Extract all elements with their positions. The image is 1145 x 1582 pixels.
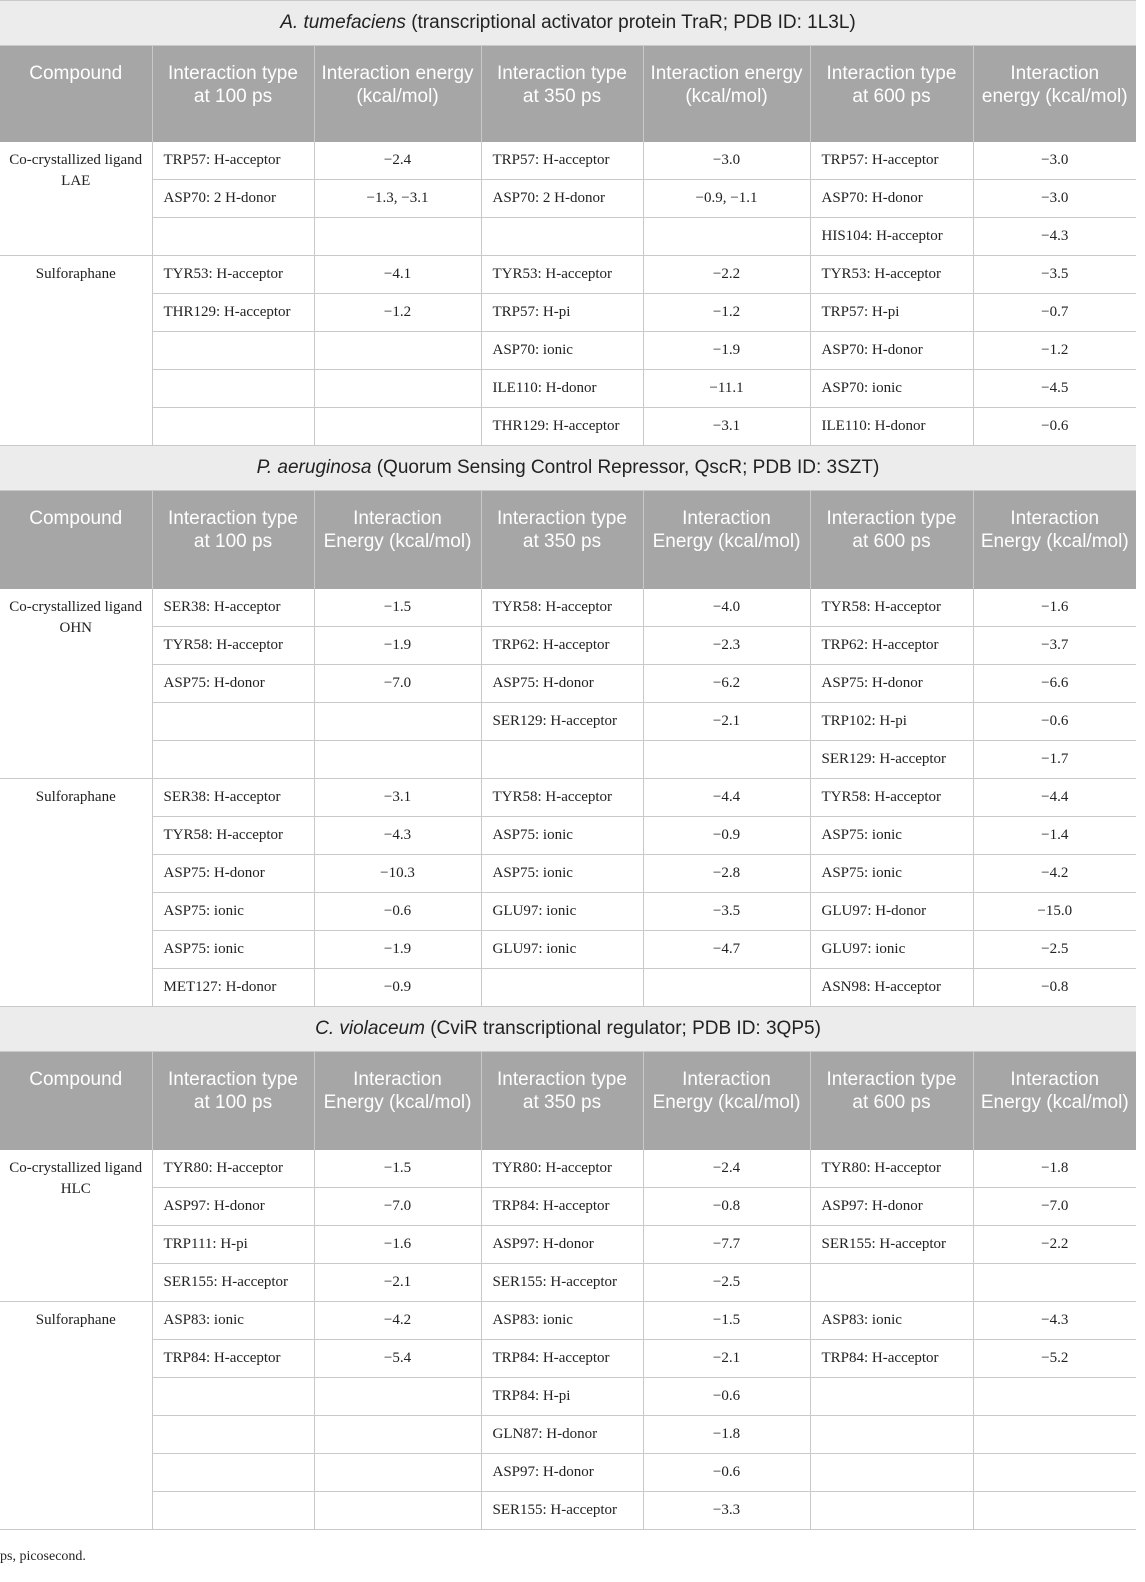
interaction-energy: −2.2 xyxy=(643,256,810,294)
column-header: Interaction Energy (kcal/mol) xyxy=(643,1052,810,1151)
interaction-type: SER129: H-acceptor xyxy=(810,741,973,779)
interaction-energy: −0.9 xyxy=(314,969,481,1007)
table-row xyxy=(0,294,1136,332)
interaction-type xyxy=(810,1378,973,1416)
interaction-type: SER129: H-acceptor xyxy=(481,703,643,741)
interaction-type: ASP70: H-donor xyxy=(810,180,973,218)
interaction-type: ASP75: H-donor xyxy=(152,855,314,893)
interaction-type: GLU97: H-donor xyxy=(810,893,973,931)
column-header: Interaction Energy (kcal/mol) xyxy=(314,1052,481,1151)
interaction-energy xyxy=(314,408,481,446)
table-row xyxy=(0,332,1136,370)
interaction-type: ASP75: ionic xyxy=(810,855,973,893)
section-title-row xyxy=(0,1007,1136,1052)
section-title xyxy=(0,1007,1136,1052)
interaction-energy xyxy=(314,741,481,779)
interaction-type: TYR58: H-acceptor xyxy=(481,779,643,817)
compound-name: Co-crystallized ligand OHN xyxy=(0,589,152,779)
table-row xyxy=(0,589,1136,627)
interaction-energy: −1.9 xyxy=(314,627,481,665)
interaction-energy: −4.2 xyxy=(973,855,1136,893)
interaction-energy: −4.1 xyxy=(314,256,481,294)
interaction-energy: −3.5 xyxy=(643,893,810,931)
interaction-energy: −1.8 xyxy=(643,1416,810,1454)
interaction-energy: −1.8 xyxy=(973,1150,1136,1188)
interaction-type: ASP97: H-donor xyxy=(152,1188,314,1226)
interaction-type: TRP84: H-acceptor xyxy=(481,1340,643,1378)
column-header: Compound xyxy=(0,491,152,590)
organism-name: P. aeruginosa xyxy=(256,457,372,478)
interaction-energy xyxy=(643,969,810,1007)
interaction-type: ASP97: H-donor xyxy=(810,1188,973,1226)
interaction-type: TYR58: H-acceptor xyxy=(810,779,973,817)
interaction-type: ASP83: ionic xyxy=(810,1302,973,1340)
table-row xyxy=(0,1454,1136,1492)
interaction-type: ASP83: ionic xyxy=(152,1302,314,1340)
interaction-type xyxy=(481,741,643,779)
interaction-type xyxy=(810,1264,973,1302)
interaction-energy xyxy=(643,218,810,256)
interaction-type: TRP102: H-pi xyxy=(810,703,973,741)
interaction-energy: −7.0 xyxy=(314,665,481,703)
interaction-type: TYR80: H-acceptor xyxy=(810,1150,973,1188)
interaction-type: ASP75: H-donor xyxy=(810,665,973,703)
interaction-energy: −2.8 xyxy=(643,855,810,893)
interaction-energy: −1.2 xyxy=(314,294,481,332)
interaction-type: SER38: H-acceptor xyxy=(152,589,314,627)
interaction-energy: −5.2 xyxy=(973,1340,1136,1378)
interaction-energy: −7.0 xyxy=(973,1188,1136,1226)
interaction-energy xyxy=(314,370,481,408)
interaction-type xyxy=(152,741,314,779)
compound-name: Sulforaphane xyxy=(0,256,152,446)
interaction-energy: −0.6 xyxy=(973,703,1136,741)
table-row xyxy=(0,665,1136,703)
interaction-energy: −1.5 xyxy=(314,589,481,627)
interaction-energy: −0.8 xyxy=(973,969,1136,1007)
interaction-type: TRP84: H-acceptor xyxy=(810,1340,973,1378)
interaction-type: TYR53: H-acceptor xyxy=(152,256,314,294)
table-row xyxy=(0,180,1136,218)
table-row xyxy=(0,256,1136,294)
interaction-energy: −0.7 xyxy=(973,294,1136,332)
interaction-type: GLU97: ionic xyxy=(810,931,973,969)
table-row xyxy=(0,741,1136,779)
column-header: Interaction type at 600 ps xyxy=(810,1052,973,1151)
table-row xyxy=(0,1378,1136,1416)
interaction-type: TYR80: H-acceptor xyxy=(152,1150,314,1188)
interaction-energy: −6.6 xyxy=(973,665,1136,703)
interaction-type: TYR58: H-acceptor xyxy=(481,589,643,627)
interaction-energy: −4.4 xyxy=(643,779,810,817)
interaction-energy: −4.3 xyxy=(973,1302,1136,1340)
interaction-energy: −0.6 xyxy=(643,1454,810,1492)
interaction-energy: −0.6 xyxy=(973,408,1136,446)
interaction-type: ASP70: ionic xyxy=(481,332,643,370)
interaction-type: TRP57: H-pi xyxy=(810,294,973,332)
column-header: Interaction type at 100 ps xyxy=(152,1052,314,1151)
column-header: Interaction type at 100 ps xyxy=(152,491,314,590)
interaction-energy xyxy=(314,332,481,370)
interaction-type: HIS104: H-acceptor xyxy=(810,218,973,256)
interaction-type: ILE110: H-donor xyxy=(810,408,973,446)
compound-name: Co-crystallized ligand LAE xyxy=(0,142,152,256)
interaction-energy: −3.7 xyxy=(973,627,1136,665)
table-row xyxy=(0,855,1136,893)
interaction-type: MET127: H-donor xyxy=(152,969,314,1007)
interaction-energy: −1.6 xyxy=(973,589,1136,627)
interaction-type: SER155: H-acceptor xyxy=(152,1264,314,1302)
section-title-row xyxy=(0,446,1136,491)
interaction-energy: −3.0 xyxy=(973,142,1136,180)
table-row xyxy=(0,1340,1136,1378)
interaction-energy: −10.3 xyxy=(314,855,481,893)
interaction-type xyxy=(152,1492,314,1530)
interaction-type: ILE110: H-donor xyxy=(481,370,643,408)
section-title xyxy=(0,446,1136,491)
interaction-energy xyxy=(973,1454,1136,1492)
interaction-type: TRP111: H-pi xyxy=(152,1226,314,1264)
interaction-type xyxy=(810,1454,973,1492)
table-footnote: ps, picosecond. xyxy=(0,1549,86,1564)
interaction-energy xyxy=(973,1492,1136,1530)
compound-name: Sulforaphane xyxy=(0,1302,152,1530)
interaction-type: ASP75: ionic xyxy=(481,817,643,855)
interaction-energy xyxy=(314,1416,481,1454)
column-header-row xyxy=(0,491,1136,590)
table-row xyxy=(0,931,1136,969)
interaction-type: SER38: H-acceptor xyxy=(152,779,314,817)
interaction-energy: −1.7 xyxy=(973,741,1136,779)
interaction-energy xyxy=(314,218,481,256)
interaction-energy: −1.9 xyxy=(314,931,481,969)
interaction-type xyxy=(152,1454,314,1492)
interaction-type: ASP97: H-donor xyxy=(481,1454,643,1492)
section-description: (Quorum Sensing Control Repressor, QscR; PDB ID: 3SZT) xyxy=(376,457,880,478)
interaction-energy: −3.3 xyxy=(643,1492,810,1530)
interaction-energy: −3.1 xyxy=(643,408,810,446)
interaction-type: TRP62: H-acceptor xyxy=(481,627,643,665)
table-row xyxy=(0,1264,1136,1302)
interaction-energy: −7.0 xyxy=(314,1188,481,1226)
interaction-type: ASP75: H-donor xyxy=(152,665,314,703)
interaction-type: ASP75: ionic xyxy=(810,817,973,855)
interaction-energy xyxy=(314,1378,481,1416)
interaction-type xyxy=(152,703,314,741)
interaction-type xyxy=(810,1416,973,1454)
interaction-energy: −2.5 xyxy=(643,1264,810,1302)
interaction-type: THR129: H-acceptor xyxy=(481,408,643,446)
column-header-row xyxy=(0,1052,1136,1151)
interaction-type: TRP84: H-pi xyxy=(481,1378,643,1416)
interaction-type: TYR58: H-acceptor xyxy=(152,627,314,665)
interaction-energy: −1.2 xyxy=(973,332,1136,370)
interaction-energy: −2.4 xyxy=(643,1150,810,1188)
interaction-type xyxy=(152,1416,314,1454)
table-row xyxy=(0,1226,1136,1264)
interaction-type: TYR80: H-acceptor xyxy=(481,1150,643,1188)
interaction-type: ASP97: H-donor xyxy=(481,1226,643,1264)
column-header: Interaction energy (kcal/mol) xyxy=(643,46,810,143)
column-header: Compound xyxy=(0,46,152,143)
interaction-energy: −4.4 xyxy=(973,779,1136,817)
interaction-type: TYR53: H-acceptor xyxy=(810,256,973,294)
organism-name: C. violaceum xyxy=(315,1018,425,1039)
section-title xyxy=(0,1,1136,46)
interaction-energy xyxy=(973,1416,1136,1454)
interaction-energy: −4.7 xyxy=(643,931,810,969)
table-row xyxy=(0,893,1136,931)
interaction-type: GLU97: ionic xyxy=(481,893,643,931)
interaction-type: SER155: H-acceptor xyxy=(481,1264,643,1302)
interaction-energy: −2.1 xyxy=(643,1340,810,1378)
interaction-type: TRP84: H-acceptor xyxy=(481,1188,643,1226)
interaction-energy: −1.3, −3.1 xyxy=(314,180,481,218)
column-header: Interaction type at 600 ps xyxy=(810,491,973,590)
interaction-energy: −1.4 xyxy=(973,817,1136,855)
interaction-energy xyxy=(643,741,810,779)
interaction-type: TYR53: H-acceptor xyxy=(481,256,643,294)
interaction-energy: −2.4 xyxy=(314,142,481,180)
table-row xyxy=(0,627,1136,665)
column-header: Interaction type at 350 ps xyxy=(481,46,643,143)
table-row xyxy=(0,703,1136,741)
interaction-energy: −5.4 xyxy=(314,1340,481,1378)
interaction-type xyxy=(481,218,643,256)
column-header: Interaction energy (kcal/mol) xyxy=(314,46,481,143)
interaction-type xyxy=(152,218,314,256)
interaction-type: GLN87: H-donor xyxy=(481,1416,643,1454)
interaction-energy: −2.2 xyxy=(973,1226,1136,1264)
column-header: Interaction Energy (kcal/mol) xyxy=(643,491,810,590)
interaction-type: TRP84: H-acceptor xyxy=(152,1340,314,1378)
interaction-energy: −4.0 xyxy=(643,589,810,627)
interaction-type xyxy=(152,332,314,370)
section-description: (CviR transcriptional regulator; PDB ID: 3QP5) xyxy=(430,1018,821,1039)
interaction-energy xyxy=(314,1492,481,1530)
interaction-type: ASP75: ionic xyxy=(152,931,314,969)
interaction-energy: −2.1 xyxy=(314,1264,481,1302)
interaction-type: ASP70: ionic xyxy=(810,370,973,408)
interaction-energy xyxy=(314,1454,481,1492)
column-header: Compound xyxy=(0,1052,152,1151)
column-header: Interaction type at 600 ps xyxy=(810,46,973,143)
table-row xyxy=(0,1416,1136,1454)
interaction-energy: −3.0 xyxy=(973,180,1136,218)
column-header: Interaction type at 100 ps xyxy=(152,46,314,143)
interaction-type: THR129: H-acceptor xyxy=(152,294,314,332)
interaction-energy: −2.3 xyxy=(643,627,810,665)
interaction-type: TRP57: H-acceptor xyxy=(152,142,314,180)
interaction-type xyxy=(810,1492,973,1530)
interaction-type: ASP70: 2 H-donor xyxy=(481,180,643,218)
interaction-energy: −2.1 xyxy=(643,703,810,741)
interaction-energy: −0.9, −1.1 xyxy=(643,180,810,218)
compound-name: Co-crystallized ligand HLC xyxy=(0,1150,152,1302)
interaction-energy: −1.5 xyxy=(314,1150,481,1188)
interaction-energy: −1.9 xyxy=(643,332,810,370)
interaction-energy: −3.0 xyxy=(643,142,810,180)
interaction-type: TYR58: H-acceptor xyxy=(810,589,973,627)
table-row xyxy=(0,1492,1136,1530)
interaction-energy: −1.6 xyxy=(314,1226,481,1264)
interaction-type: GLU97: ionic xyxy=(481,931,643,969)
interaction-energy xyxy=(314,703,481,741)
interaction-type: ASP70: 2 H-donor xyxy=(152,180,314,218)
column-header: Interaction Energy (kcal/mol) xyxy=(314,491,481,590)
interaction-energy: −3.1 xyxy=(314,779,481,817)
interaction-energy: −11.1 xyxy=(643,370,810,408)
interaction-type: TRP57: H-acceptor xyxy=(481,142,643,180)
table-row xyxy=(0,408,1136,446)
interaction-energy: −1.5 xyxy=(643,1302,810,1340)
interaction-type: ASP75: H-donor xyxy=(481,665,643,703)
interaction-energy: −3.5 xyxy=(973,256,1136,294)
interaction-energy: −4.2 xyxy=(314,1302,481,1340)
column-header: Interaction type at 350 ps xyxy=(481,1052,643,1151)
interaction-type: SER155: H-acceptor xyxy=(810,1226,973,1264)
column-header: Interaction type at 350 ps xyxy=(481,491,643,590)
interaction-type: TRP57: H-pi xyxy=(481,294,643,332)
interaction-energy: −0.6 xyxy=(314,893,481,931)
interaction-type: ASP75: ionic xyxy=(481,855,643,893)
table-row xyxy=(0,1302,1136,1340)
interaction-type xyxy=(481,969,643,1007)
interaction-type: TYR58: H-acceptor xyxy=(152,817,314,855)
table-row xyxy=(0,142,1136,180)
interaction-type: ASP70: H-donor xyxy=(810,332,973,370)
interaction-type: SER155: H-acceptor xyxy=(481,1492,643,1530)
section-description: (transcriptional activator protein TraR; PDB ID: 1L3L) xyxy=(411,12,856,33)
interaction-energy xyxy=(973,1378,1136,1416)
column-header: Interaction energy (kcal/mol) xyxy=(973,46,1136,143)
table-row xyxy=(0,779,1136,817)
interaction-type xyxy=(152,1378,314,1416)
interaction-type xyxy=(152,370,314,408)
interaction-type: ASP75: ionic xyxy=(152,893,314,931)
table-row xyxy=(0,218,1136,256)
table-row xyxy=(0,1188,1136,1226)
compound-name: Sulforaphane xyxy=(0,779,152,1007)
interaction-energy xyxy=(973,1264,1136,1302)
interaction-energy: −15.0 xyxy=(973,893,1136,931)
table-row xyxy=(0,370,1136,408)
interaction-energy: −1.2 xyxy=(643,294,810,332)
column-header: Interaction Energy (kcal/mol) xyxy=(973,491,1136,590)
interaction-type: TRP57: H-acceptor xyxy=(810,142,973,180)
column-header-row xyxy=(0,46,1136,143)
interaction-energy: −0.9 xyxy=(643,817,810,855)
table-row xyxy=(0,969,1136,1007)
interaction-energy: −0.6 xyxy=(643,1378,810,1416)
interaction-energy: −4.5 xyxy=(973,370,1136,408)
section-title-row xyxy=(0,1,1136,46)
column-header: Interaction Energy (kcal/mol) xyxy=(973,1052,1136,1151)
interaction-energy: −2.5 xyxy=(973,931,1136,969)
interaction-energy: −7.7 xyxy=(643,1226,810,1264)
interaction-energy: −6.2 xyxy=(643,665,810,703)
interaction-type xyxy=(152,408,314,446)
interaction-type: ASN98: H-acceptor xyxy=(810,969,973,1007)
interaction-energy: −4.3 xyxy=(314,817,481,855)
interaction-type: TRP62: H-acceptor xyxy=(810,627,973,665)
table-row xyxy=(0,817,1136,855)
table-body xyxy=(0,1,1136,1530)
organism-name: A. tumefaciens xyxy=(280,12,406,33)
interaction-energy: −4.3 xyxy=(973,218,1136,256)
interaction-energy: −0.8 xyxy=(643,1188,810,1226)
interaction-type: ASP83: ionic xyxy=(481,1302,643,1340)
table-row xyxy=(0,1150,1136,1188)
